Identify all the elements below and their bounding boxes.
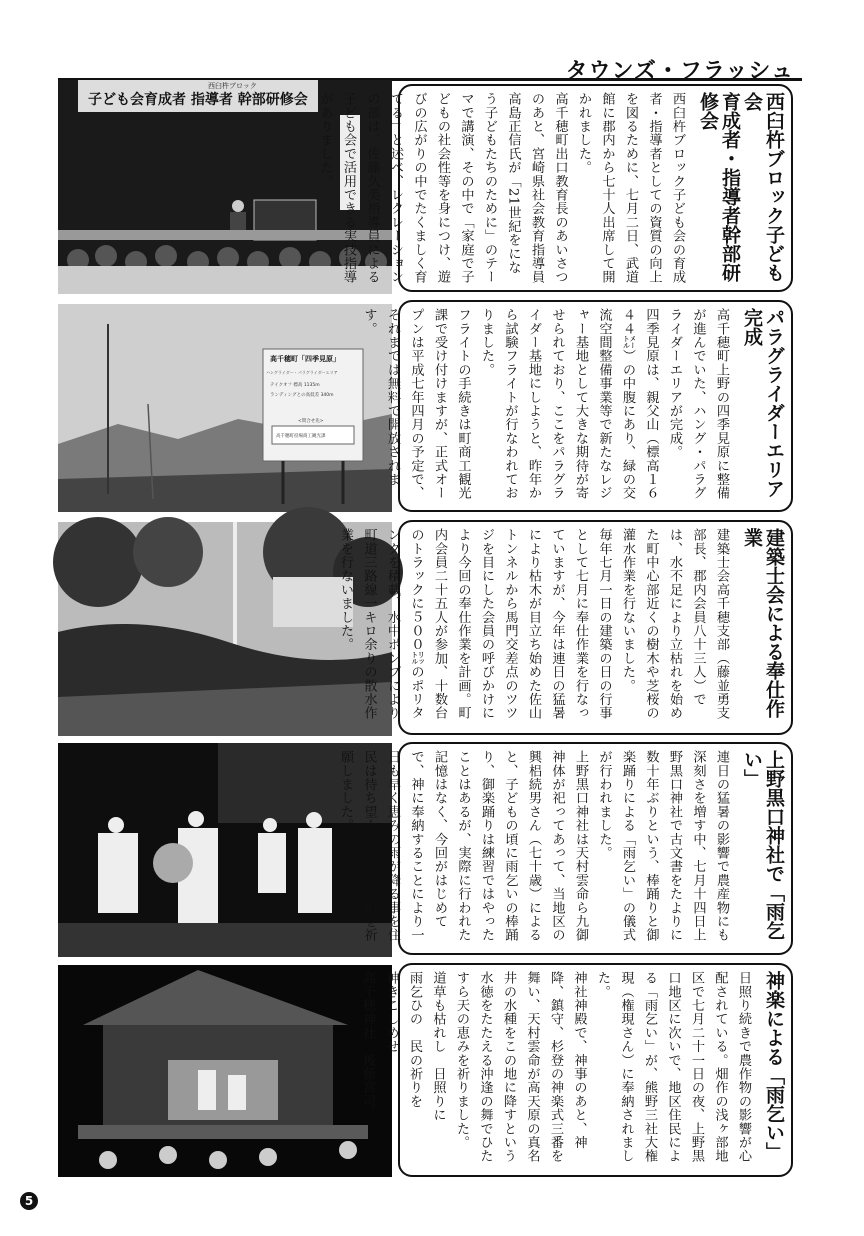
page-number: 5 — [20, 1192, 38, 1210]
article-youth-leader-seminar — [317, 84, 793, 292]
article-kagura-rain-prayer — [360, 963, 793, 1177]
sign-contact: <問合せ先> — [298, 419, 324, 424]
banner-small: 西臼杵ブロック — [208, 82, 257, 90]
article-headline: 上野黒口神社で「雨乞い」 — [741, 750, 785, 940]
article-body: 連日の猛暑の影響で農産物にも深刻さを増す中、七月十四日上野黒口神社で古文書をたよりに数十年ぶりという、棒踊りと御楽踊りによる「雨乞い」の儀式が行われました。 上野黒口神社は天村雲命ら九御神体が祀ってあって、当地区の興梠続男さん（七十歳）によると、子どもの頃に雨乞いの棒踊り、御楽踊りは練習ではやったことはあるが、実際に行われた記憶はなく、今回がはじめてで、神に奉納することにより一日も早く恵みの雨が降る事を住民は待ち望んでいる。と雨を祈願しました。 — [338, 750, 729, 942]
article-body: 建築士会高千穂支部（藤並勇支部長、郡内会員八十三人）では、水不足により立枯れを始めた町中心部近くの樹木や芝桜の灌水作業を行ないました。 毎年七月一日の建築の日の行事として七月に奉仕作業を行なっていますが、今年は連日の猛暑により枯木が目立ち始めた佐山トンネルから馬門交差点のツツジを目にした会員の呼びかけにより今回の奉仕作業を計画。町内会員二十五人が参加、十数台のトラックに５００㍑のポリタンクを積載、水中ポンプにより町道三路線一キロ余りの散水作業を行ないました。 — [338, 528, 729, 720]
article-paraglider-area — [361, 300, 793, 512]
article-body: 西臼杵ブロック子ども会の育成者・指導者としての資質の向上を図るために、七月二日、武道館に郡内から七十人出席して開かれました。 高千穂町出口教育長のあいさつのあと、宮崎県社会教育指導員高島正信氏が「21世紀をになう子どもたちのために」のテーマで講演、その中で「家庭で子どもの社会性等を身につけ、遊びの広がりの中でたくましく育てる」と述べ、レクレーションの部は、佐藤久美指導員による子ども会で活用できる実技指導がありました。 — [317, 92, 685, 284]
photo-paraglider-sign — [58, 304, 392, 512]
banner-text: 子ども会育成者 指導者 幹部研修会 — [88, 92, 308, 108]
article-kuroguchi-rain-prayer — [338, 742, 793, 955]
article-body: 高千穂町上野の四季見原に整備が進んでいた、ハング・パラグライダーエリアが完成。 四季見原は、親父山（標高１６４４㍍）の中腹にあり、緑の交流空間整備事業等で新たなレジャー基地として大きな期待が寄せられており、ここをパラグライダー基地にしようと、昨年から試験フライトが行なわれておりました。 フライトの手続きは町商工観光課で受け付けますが、正式オープンは平成七年四月の予定で、それまでは無料で開放されます。 — [361, 308, 729, 500]
photo-kagura-shrine — [58, 965, 392, 1177]
article-headline: 神楽による「雨乞い」 — [763, 971, 785, 1161]
sign-org: 高千穂町役場商工観光課 — [276, 434, 326, 439]
sign-title: 高千穂町「四季見原」 — [270, 355, 340, 363]
sign-line-2: ランディングとの高低差 340m — [270, 393, 334, 398]
article-architects-volunteer — [338, 520, 793, 735]
header-title: タウンズ・フラッシュ — [565, 59, 794, 84]
sign-sub: ハングライダー・パラグライダーエリア — [266, 370, 338, 375]
article-body: 日照り続きで農作物の影響が心配されている。畑作の浅ヶ部地区で七月二十一日の夜、上野黒口地区に次いで、地区住民による「雨乞い」が、熊野三社大権現（権現さん）に奉納されました。 神社神殿で、神事のあと、神降、鎮守、杉登の神楽式三番を舞い、天村雲命が高天原の真名井の水種をこの地に降すという水徳をたたえる沖逢の舞でひたすら天の恵みを祈りました。 道草も枯れし 日照りに 雨乞ひの 民の祈りを 神きこしめせ 高千穂神社 後藤宮司 — [360, 971, 751, 1163]
article-headline: 西臼杵ブロック子ども会 育成者・指導者幹部研修会 — [697, 92, 785, 282]
article-headline: 建築士会による奉仕作業 — [741, 528, 785, 718]
sign-line-1: テイクオフ 標高 1135m — [270, 383, 320, 388]
article-headline: パラグライダーエリア完成 — [741, 308, 785, 498]
